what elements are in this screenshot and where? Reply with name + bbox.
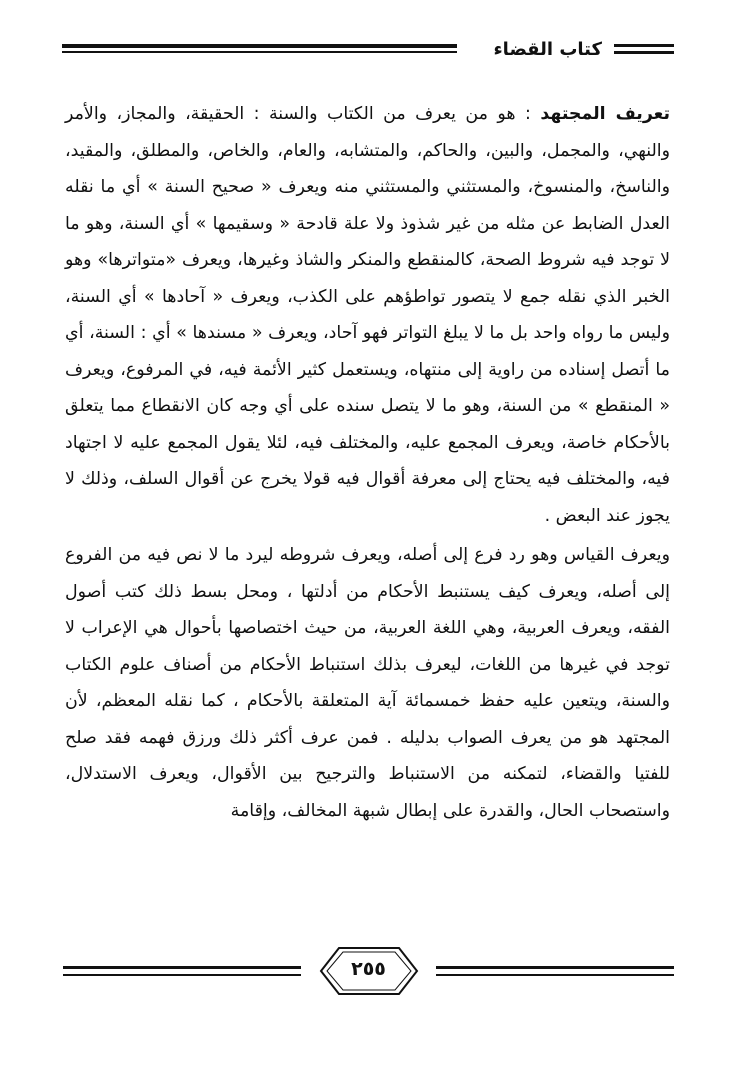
page-footer	[63, 944, 674, 998]
header-rule-thin	[62, 51, 457, 53]
footer-rule-left	[63, 966, 301, 969]
header-rule-thick	[62, 44, 457, 48]
paragraph-1	[65, 96, 670, 534]
paragraph-1-text: : هو من يعرف من الكتاب والسنة : الحقيقة، والمجاز، والأمر والنهي، والمجمل، والبين، والحاكم، والمتشابه، والعام، والخاص، والمطلق، والمقيد، والناسخ، والمنسوخ، والمستثني والمستثني منه ويعرف « صحيح السنة » أي ما نقله العدل الضابط عن مثله من غير شذوذ ولا علة قادحة « وسقيمها » أي السنة، وهو ما لا توجد فيه شروط الصحة، كالمنقطع والمنكر والشاذ وغيرها، ويعرف «متواترها» وهو الخبر الذي نقله جمع لا يتصور تواطؤهم على الكذب، ويعرف « آحادها » أي السنة، وليس ما رواه واحد بل ما لا يبلغ التواتر فهو آحاد، ويعرف « مسندها » أي : السنة، أي ما أتصل إسناده من راوية إلى منتهاه، ويستعمل كثير الأئمة فيه، في المرفوع، ويعرف « المنقطع » من السنة، وهو ما لا يتصل سنده على أي وجه كان الانقطاع مما يتعلق بالأحكام خاصة، ويعرف المجمع عليه، والمختلف فيه، لئلا يقول المجمع عليه لا اجتهاد فيه، والمختلف فيه يحتاج إلى معرفة أقوال فيه قولا يخرج عن أقوال السلف، وذلك لا يجوز عند البعض .	[65, 104, 670, 526]
footer-rule-right-thin	[436, 974, 674, 976]
body-text	[65, 96, 670, 829]
page-number: ٢٥٥	[351, 958, 386, 980]
footer-rule-right	[436, 966, 674, 969]
page-number-badge	[309, 944, 429, 1002]
paragraph-2	[65, 537, 670, 829]
paragraph-2-text: ويعرف القياس وهو رد فرع إلى أصله، ويعرف شروطه ليرد ما لا نص فيه من الفروع إلى أصله، ويعرف كيف يستنبط الأحكام من أدلتها ، ومحل بسط ذلك كتب أصول الفقه، ويعرف العربية، وهي اللغة العربية، من حيث اختصاصها بأحوال هي الإعراب لا توجد في غيرها من اللغات، ليعرف بذلك استنباط الأحكام من أصناف علوم الكتاب والسنة، ويتعين عليه حفظ خمسمائة آية المتعلقة بالأحكام ، كما نقله المعظم، لأن المجتهد هو من يعرف الصواب بدليله . فمن عرف أكثر ذلك ورزق فهمه فقد صلح للفتيا والقضاء، لتمكنه من الاستنباط والترجيح بين الأقوال، ويعرف الاستدلال، واستصحاب الحال، والقدرة على إبطال شبهة المخالف، وإقامة	[65, 545, 670, 821]
header-ornament	[614, 44, 674, 58]
running-header	[62, 38, 674, 62]
defined-term: تعريف المجتهد	[540, 104, 670, 124]
header-title: كتاب القضاء	[493, 39, 602, 60]
footer-rule-left-thin	[63, 974, 301, 976]
